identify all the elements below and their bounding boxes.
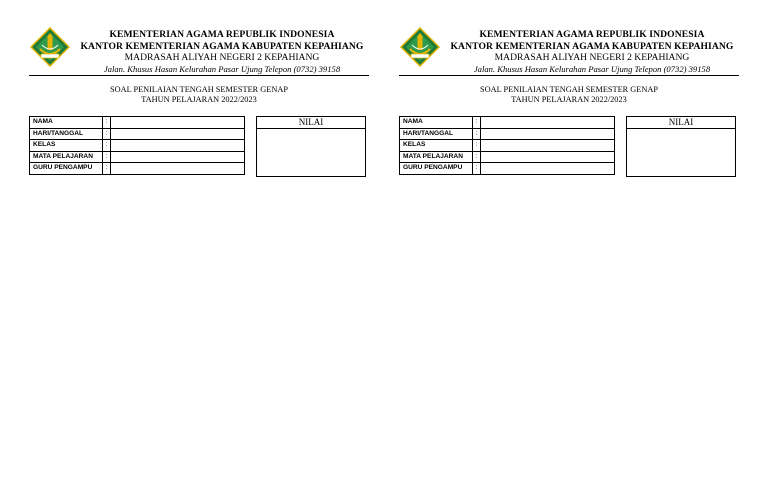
field-label-hari-tanggal: HARI/TANGGAL — [30, 128, 103, 140]
table-row — [400, 117, 615, 129]
field-label-guru-pengampu: GURU PENGAMPU — [400, 163, 473, 175]
score-label: NILAI — [257, 117, 365, 129]
letterhead — [74, 29, 370, 75]
letterhead-divider — [29, 75, 369, 76]
exam-title — [26, 85, 372, 104]
table-row — [30, 128, 245, 140]
field-input-nama[interactable] — [481, 117, 615, 129]
field-input-kelas[interactable] — [111, 140, 245, 152]
exam-title — [396, 85, 742, 104]
field-input-hari-tanggal[interactable] — [111, 128, 245, 140]
field-separator: : — [103, 163, 111, 175]
field-label-mata-pelajaran: MATA PELAJARAN — [400, 151, 473, 163]
field-input-nama[interactable] — [111, 117, 245, 129]
exam-header-right — [396, 0, 746, 200]
score-label: NILAI — [627, 117, 735, 129]
field-label-kelas: KELAS — [400, 140, 473, 152]
letterhead-divider — [399, 75, 739, 76]
exam-title-line1: SOAL PENILAIAN TENGAH SEMESTER GENAP — [480, 85, 658, 94]
field-input-kelas[interactable] — [481, 140, 615, 152]
field-separator: : — [473, 128, 481, 140]
field-label-mata-pelajaran: MATA PELAJARAN — [30, 151, 103, 163]
exam-title-line2: TAHUN PELAJARAN 2022/2023 — [511, 94, 627, 104]
field-separator: : — [103, 117, 111, 129]
ministry-name: KEMENTERIAN AGAMA REPUBLIK INDONESIA — [109, 29, 335, 40]
score-box — [256, 116, 366, 177]
student-info-table — [29, 116, 245, 175]
field-separator: : — [473, 117, 481, 129]
field-label-kelas: KELAS — [30, 140, 103, 152]
kemenag-emblem-icon — [30, 27, 70, 67]
field-label-hari-tanggal: HARI/TANGGAL — [400, 128, 473, 140]
field-separator: : — [103, 151, 111, 163]
school-name: MADRASAH ALIYAH NEGERI 2 KEPAHIANG — [494, 52, 690, 63]
field-separator: : — [473, 140, 481, 152]
field-input-mata-pelajaran[interactable] — [111, 151, 245, 163]
school-name: MADRASAH ALIYAH NEGERI 2 KEPAHIANG — [124, 52, 320, 63]
exam-title-line2: TAHUN PELAJARAN 2022/2023 — [141, 94, 257, 104]
field-separator: : — [473, 163, 481, 175]
score-box — [626, 116, 736, 177]
field-label-nama: NAMA — [400, 117, 473, 129]
student-info-table — [399, 116, 615, 175]
table-row — [400, 163, 615, 175]
field-input-mata-pelajaran[interactable] — [481, 151, 615, 163]
school-address: Jalan. Khusus Hasan Kelurahan Pasar Ujung Telepon (0732) 39158 — [103, 63, 341, 74]
table-row — [400, 151, 615, 163]
table-row — [30, 151, 245, 163]
table-row — [400, 128, 615, 140]
table-row — [30, 117, 245, 129]
office-name: KANTOR KEMENTERIAN AGAMA KABUPATEN KEPAHIANG — [80, 40, 364, 52]
kemenag-emblem-icon — [400, 27, 440, 67]
field-input-guru-pengampu[interactable] — [481, 163, 615, 175]
ministry-name: KEMENTERIAN AGAMA REPUBLIK INDONESIA — [479, 29, 705, 40]
office-name: KANTOR KEMENTERIAN AGAMA KABUPATEN KEPAHIANG — [450, 40, 734, 52]
field-label-guru-pengampu: GURU PENGAMPU — [30, 163, 103, 175]
field-separator: : — [103, 128, 111, 140]
field-input-guru-pengampu[interactable] — [111, 163, 245, 175]
field-separator: : — [103, 140, 111, 152]
table-row — [400, 140, 615, 152]
field-label-nama: NAMA — [30, 117, 103, 129]
table-row — [30, 163, 245, 175]
school-address: Jalan. Khusus Hasan Kelurahan Pasar Ujung Telepon (0732) 39158 — [473, 63, 711, 74]
table-row — [30, 140, 245, 152]
field-separator: : — [473, 151, 481, 163]
field-input-hari-tanggal[interactable] — [481, 128, 615, 140]
letterhead — [444, 29, 740, 75]
exam-title-line1: SOAL PENILAIAN TENGAH SEMESTER GENAP — [110, 85, 288, 94]
exam-header-left — [26, 0, 376, 200]
